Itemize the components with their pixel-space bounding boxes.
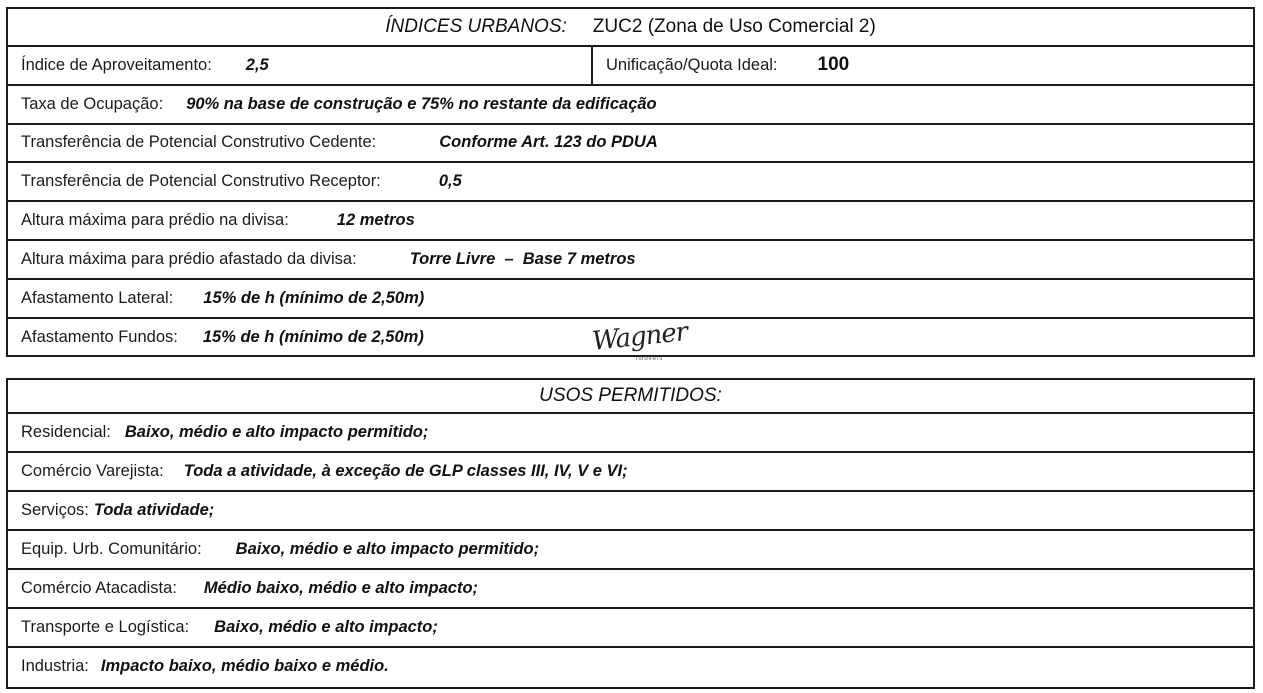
watermark-sub: imóveis: [636, 356, 664, 362]
equip-urb-row: [8, 531, 1253, 570]
row-value: Baixo, médio e alto impacto permitido;: [124, 423, 429, 441]
watermark-name: Wagner: [590, 317, 689, 357]
row-value: Torre Livre – Base 7 metros: [409, 249, 636, 268]
unificacao-value: 100: [817, 54, 850, 76]
taxa-ocupacao-row: [8, 86, 1253, 125]
row-label: Afastamento Lateral:: [21, 288, 174, 307]
row-value: 15% de h (mínimo de 2,50m): [202, 328, 424, 347]
row-label: Industria:: [21, 657, 89, 675]
row-label: Afastamento Fundos:: [21, 328, 178, 347]
aproveitamento-cell: [8, 47, 593, 84]
transporte-logistica-row: [8, 609, 1253, 648]
aproveitamento-label: Índice de Aproveitamento:: [21, 55, 212, 74]
usos-header: [8, 380, 1253, 414]
unificacao-label: Unificação/Quota Ideal:: [606, 55, 778, 74]
row-value: Impacto baixo, médio baixo e médio.: [100, 657, 389, 675]
zone-name: ZUC2 (Zona de Uso Comercial 2): [592, 16, 876, 37]
row-label: Equip. Urb. Comunitário:: [21, 540, 202, 558]
altura-divisa-row: [8, 202, 1253, 241]
unificacao-cell: [593, 47, 849, 84]
row-label: Taxa de Ocupação:: [21, 94, 164, 113]
row-label: Transporte e Logística:: [21, 618, 190, 636]
aproveitamento-value: 2,5: [245, 55, 269, 74]
row-value: Toda a atividade, à exceção de GLP classes III, IV, V e VI;: [183, 462, 628, 480]
row-value: Toda atividade;: [93, 501, 215, 519]
potencial-receptor-row: [8, 163, 1253, 202]
afastamento-fundos-row: [8, 319, 1253, 358]
indices-urbanos-table: [6, 7, 1255, 357]
industria-row: [8, 648, 1253, 685]
indices-header: [8, 9, 1253, 47]
row-value: 90% na base de construção e 75% no restante da edificação: [186, 94, 657, 113]
row-label: Comércio Atacadista:: [21, 579, 177, 597]
row-value: 0,5: [438, 172, 462, 191]
row-value: 15% de h (mínimo de 2,50m): [203, 288, 425, 307]
servicos-row: [8, 492, 1253, 531]
altura-afastado-row: [8, 241, 1253, 280]
afastamento-lateral-row: [8, 280, 1253, 319]
row-label: Comércio Varejista:: [21, 462, 164, 480]
usos-title: USOS PERMITIDOS:: [539, 385, 722, 406]
comercio-atacadista-row: [8, 570, 1253, 609]
row-value: Conforme Art. 123 do PDUA: [439, 133, 658, 152]
row-label: Serviços:: [21, 501, 89, 519]
row-value: Baixo, médio e alto impacto;: [214, 618, 438, 636]
row-value: Baixo, médio e alto impacto permitido;: [235, 540, 540, 558]
row-label: Altura máxima para prédio na divisa:: [21, 211, 289, 230]
usos-permitidos-table: [6, 378, 1255, 689]
potencial-cedente-row: [8, 125, 1253, 164]
comercio-varejista-row: [8, 453, 1253, 492]
row-value: Médio baixo, médio e alto impacto;: [203, 579, 479, 597]
row-label: Transferência de Potencial Construtivo Cedente:: [21, 133, 377, 152]
row-label: Residencial:: [21, 423, 111, 441]
row-label: Altura máxima para prédio afastado da divisa:: [21, 249, 357, 268]
residencial-row: [8, 414, 1253, 453]
row-value: 12 metros: [336, 211, 415, 230]
row-label: Transferência de Potencial Construtivo Receptor:: [21, 172, 381, 191]
indices-title: ÍNDICES URBANOS:: [385, 16, 567, 37]
aproveitamento-row: [8, 47, 1253, 86]
